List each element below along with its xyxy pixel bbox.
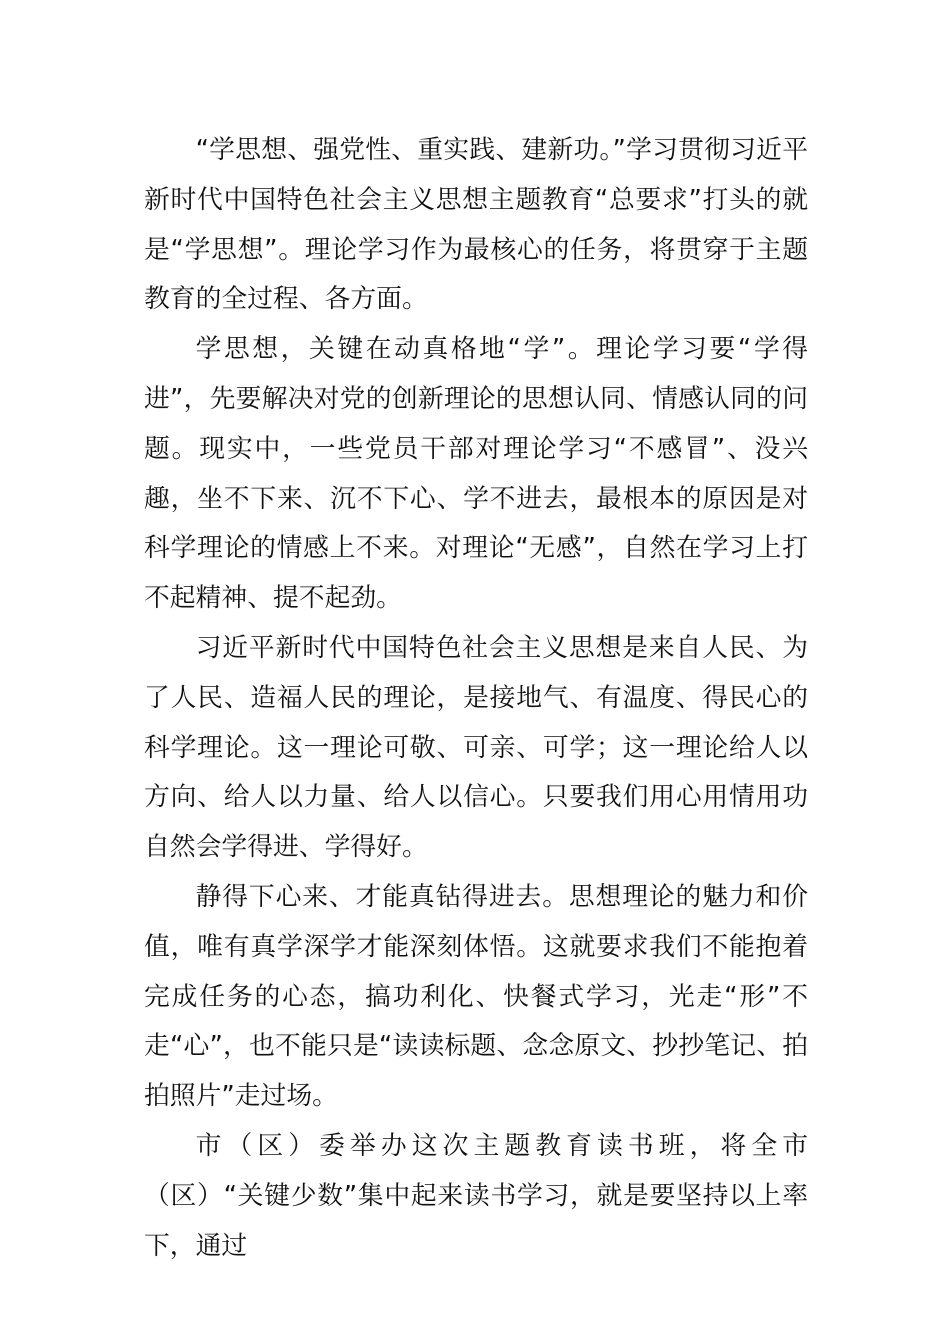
paragraph-1: “学思想、强党性、重实践、建新功。”学习贯彻习近平新时代中国特色社会主义思想主题教育“总要求”打头的就是“学思想”。理论学习作为最核心的任务，将贯穿于主题教育的全过程、各方面。 <box>144 135 808 315</box>
document-body <box>144 126 808 1271</box>
paragraph-5: 市（区）委举办这次主题教育读书班，将全市（区）“关键少数”集中起来读书学习，就是要坚持以上率下，通过 <box>144 1130 808 1261</box>
paragraph-3: 习近平新时代中国特色社会主义思想是来自人民、为了人民、造福人民的理论，是接地气、有温度、得民心的科学理论。这一理论可敬、可亲、可学；这一理论给人以方向、给人以力量、给人以信心。只要我们用心用情用功自然会学得进、学得好。 <box>144 632 808 863</box>
paragraph-4: 静得下心来、才能真钻得进去。思想理论的魅力和价值，唯有真学深学才能深刻体悟。这就要求我们不能抱着完成任务的心态，搞功利化、快餐式学习，光走“形”不走“心”，也不能只是“读读标题、念念原文、抄抄笔记、拍拍照片”走过场。 <box>144 881 808 1112</box>
paragraph-2: 学思想，关键在动真格地“学”。理论学习要“学得进”，先要解决对党的创新理论的思想认同、情感认同的问题。现实中，一些党员干部对理论学习“不感冒”、没兴趣，坐不下来、沉不下心、学不进去，最根本的原因是对科学理论的情感上不来。对理论“无感”，自然在学习上打不起精神、提不起劲。 <box>144 334 808 614</box>
